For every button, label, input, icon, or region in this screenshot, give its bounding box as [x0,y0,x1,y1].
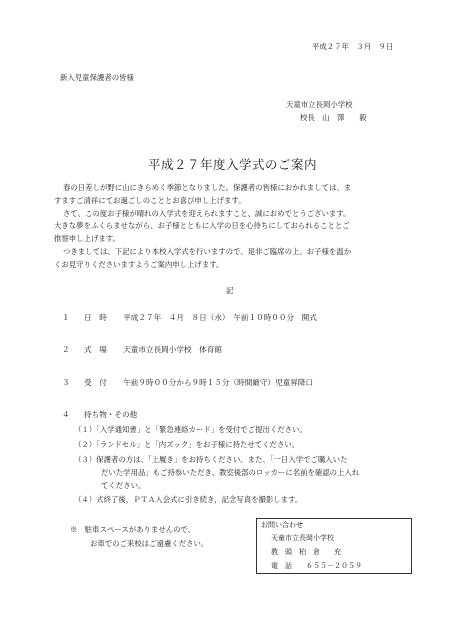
item-value: 天童市立長岡小学校 体育館 [123,345,222,354]
item-number: ２ [62,345,70,354]
body-line: 春の日差しが野に山にきらめく季節となりました。保護者の皆様におかれましては、ま [63,183,352,192]
greeting-paragraph [54,182,410,272]
item-label: 式 場 [84,345,107,354]
item-number: ４ [62,410,70,419]
ki-heading: 記 [226,286,234,295]
sender-principal: 校長 山 澤 毅 [300,113,367,122]
body-line: すますご清祥にてお過ごしのこととお喜び申し上げます。 [54,195,246,205]
body-line: 推察申し上げます。 [54,234,120,244]
contact-school: 天童市立長岡小学校 [271,534,334,542]
contact-box [256,518,412,574]
item-number: ３ [62,378,70,387]
contact-heading: お問い合わせ [261,521,303,529]
item-value: 午前９時００分から９時１５分（時間厳守）児童昇降口 [123,378,314,387]
note-2: （２）「ランドセル」と「内ズック」をお子様に持たせてください。 [74,440,300,449]
body-line: 大きな夢をふくらませながら、お子様とともに入学の日を心待ちにしておられることとご [54,221,350,231]
note-3-line-3: てください。 [101,481,146,490]
addressee: 新入児童保護者の皆様 [60,73,134,82]
item-label: 持ち物・その他 [84,410,138,419]
document-date: 平成２７年 ３月 ９日 [312,42,394,51]
body-line: さて、この度お子様が晴れの入学式を迎えられますこと、誠におめでとうございます。 [63,208,351,218]
contact-person: 教 頭 柏 倉 充 [271,548,341,556]
note-3-line-1: （３）保護者の方は、「上履き」をお持ちください。また、「一日入学でご購入いた [74,455,348,464]
item-reception [62,378,313,388]
item-belongings [62,410,137,420]
item-datetime [62,313,317,323]
item-number: １ [62,313,70,322]
parking-notice-line-1: ※ 駐車スペースがありませんので、 [70,525,196,534]
body-line: くお見守りくださいますようご案内申し上げます。 [54,259,224,269]
note-3-line-2: だいた学用品」もご持参いただき、教室後部のロッカーに名前を確認の上入れ [101,468,360,477]
note-4: （４）式終了後，ＰＴＡ入会式に引き続き，記念写真を撮影します。 [74,495,303,504]
sender-school: 天童市立長岡小学校 [286,100,353,109]
item-label: 日 時 [84,313,107,322]
parking-notice-line-2: お車でのご来校はご遠慮ください。 [90,539,209,548]
contact-phone: 電 話 ６５５－２０５９ [271,562,362,570]
item-label: 受 付 [84,378,107,387]
note-1: （１）「入学通知書」と「緊急連絡カード」を受付でご提出ください。 [74,425,307,434]
item-value: 平成２７年 ４月 ８日（水） 午前１０時００分 開式 [123,313,317,322]
item-venue [62,345,222,355]
page-title: 平成２７年度入学式のご案内 [148,157,318,172]
body-line: つきましては、下記により本校入学式を行いますので、是非ご臨席の上、お子様を温か [63,246,352,256]
